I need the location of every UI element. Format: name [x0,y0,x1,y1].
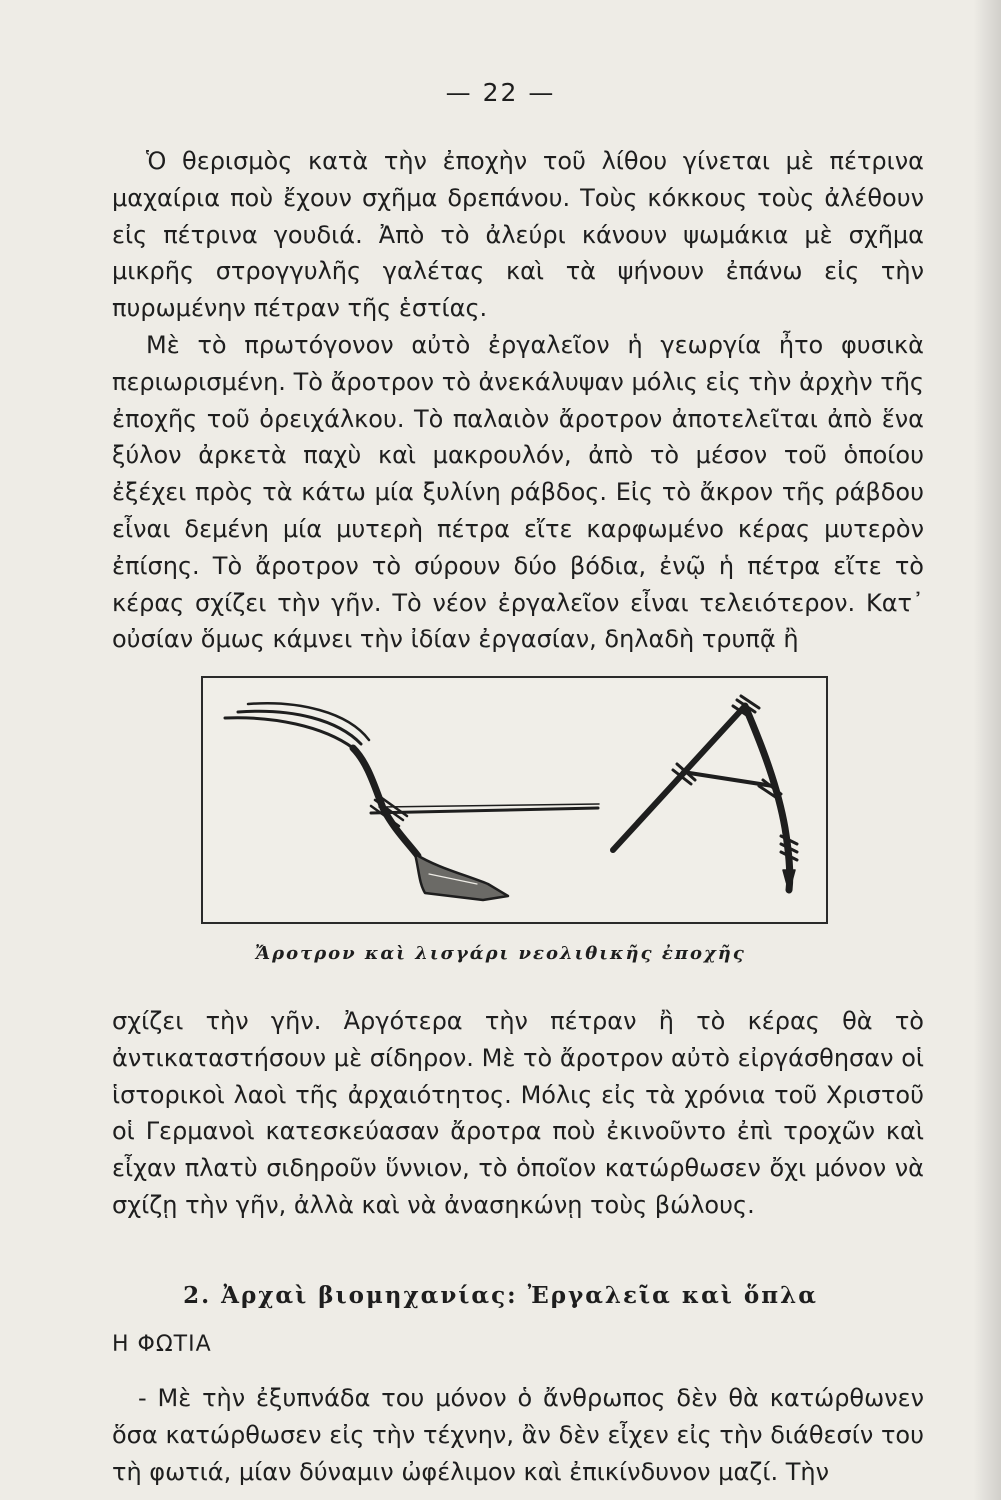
paragraph-fire: - Μὲ τὴν ἐξυπνάδα του μόνον ὁ ἄνθρωπος δὲν θὰ κατώρθωνεν ὅσα κατώρθωσεν εἰς τὴν τέχνην, ἂν δὲν εἶχεν εἰς τὴν διάθεσίν του τὴ φωτιά, μίαν δύναμιν ὠφέλιμον καὶ ἐπικίνδυνον μαζί. Τὴν [112,1384,924,1486]
section-subheading: Η ΦΩΤΙΑ [112,1332,212,1357]
figure-frame [201,676,828,924]
figure-caption: Ἄροτρον καὶ λισγάρι νεολιθικῆς ἐποχῆς [255,943,746,964]
hoe-drawing [613,696,797,892]
page-edge-shadow [973,0,1001,1500]
plough-drawing [225,703,599,900]
section-heading: 2. Ἀρχαὶ βιομηχανίας: Ἐργαλεῖα καὶ ὅπλα [183,1282,818,1309]
paragraph-plough: Μὲ τὸ πρωτόγονον αὐτὸ ἐργαλεῖον ἡ γεωργία ἦτο φυσικὰ περιωρισμένη. Τὸ ἄροτρον τὸ ἀνεκάλυψαν μόλις εἰς τὴν ἀρχὴν τῆς ἐποχῆς τοῦ ὀρειχάλκου. Τὸ παλαιὸν ἄροτρον ἀποτελεῖται ἀπὸ ἕνα ξύλον ἀρκετὰ παχὺ καὶ μακρουλόν, ἀπὸ τὸ μέσον τοῦ ὁποίου ἐξέχει πρὸς τὰ κάτω μία ξυλίνη ράβδος. Εἰς τὸ ἄκρον τῆς ράβδου εἶναι δεμένη μία μυτερὴ πέτρα εἴτε καρφωμένο κέρας μυτερὸν ἐπίσης. Τὸ ἄροτρον τὸ σύρουν δύο βόδια, ἐνῷ ἡ πέτρα εἴτε τὸ κέρας σχίζει τὴν γῆν. Τὸ νέον ἐργαλεῖον εἶναι τελειότερον. Κατ᾿ οὐσίαν ὅμως κάμνει τὴν ἰδίαν ἐργασίαν, δηλαδὴ τρυπᾷ ἢ [112,331,924,654]
page-number: — 22 — [445,78,556,107]
figure-illustration [203,678,826,922]
paragraph-harvest: Ὁ θερισμὸς κατὰ τὴν ἐποχὴν τοῦ λίθου γίνεται μὲ πέτρινα μαχαίρια ποὺ ἔχουν σχῆμα δρεπάνου. Τοὺς κόκκους τοὺς ἀλέθουν εἰς πέτρινα γουδιά. Ἀπὸ τὸ ἀλεύρι κάνουν ψωμάκια μὲ σχῆμα μικρῆς στρογγυλῆς γαλέτας καὶ τὰ ψήνουν ἐπάνω εἰς τὴν πυρωμένην πέτραν τῆς ἑστίας. [112,147,924,323]
paragraph-iron-plough: σχίζει τὴν γῆν. Ἀργότερα τὴν πέτραν ἢ τὸ κέρας θὰ τὸ ἀντικαταστήσουν μὲ σίδηρον. Μὲ τὸ ἄροτρον αὐτὸ εἰργάσθησαν οἱ ἱστορικοὶ λαοὶ τῆς ἀρχαιότητος. Μόλις εἰς τὰ χρόνια τοῦ Χριστοῦ οἱ Γερμανοὶ κατεσκεύασαν ἄροτρα ποὺ ἐκινοῦντο ἐπὶ τροχῶν καὶ εἶχαν πλατὺ σιδηροῦν ὕννιον, τὸ ὁποῖον κατώρθωσεν ὄχι μόνον νὰ σχίζῃ τὴν γῆν, ἀλλὰ καὶ νὰ ἀνασηκώνῃ τοὺς βώλους. [112,1007,924,1219]
